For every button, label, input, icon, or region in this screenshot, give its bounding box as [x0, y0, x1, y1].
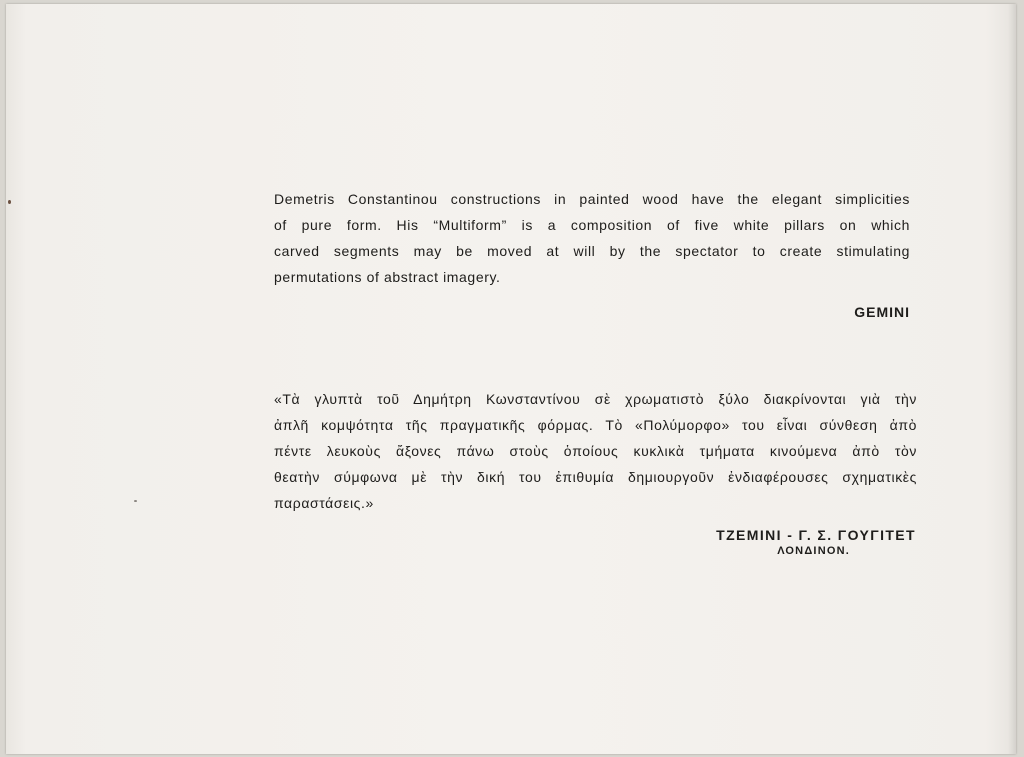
- greek-line-5: παραστάσεις.»: [274, 495, 374, 511]
- greek-paragraph: [274, 386, 917, 516]
- document-page: [6, 4, 1016, 754]
- greek-line-3: πέντε λευκοὺς ἄξονες πάνω στοὺς ὁποίους κυκλικὰ τμήματα κινούμενα ἀπὸ τὸν: [274, 443, 917, 459]
- english-line-1: Demetris Constantinou constructions in painted wood have the elegant simplicities: [274, 191, 910, 207]
- greek-signature-place: ΛΟΝΔΙΝΟΝ.: [777, 545, 850, 557]
- greek-signature: ΤΖΕΜΙΝΙ - Γ. Σ. ΓΟΥΓΙΤΕΤ: [716, 527, 916, 543]
- english-line-4: permutations of abstract imagery.: [274, 269, 501, 285]
- paper-speck: [134, 500, 137, 502]
- page-edge-shadow: [1008, 4, 1016, 754]
- english-line-2: of pure form. His “Multiform” is a composition of five white pillars on which: [274, 217, 910, 233]
- greek-line-4: θεατὴν σύμφωνα μὲ τὴν δική του ἐπιθυμία δημιουργοῦν ἐνδιαφέρουσες σχηματικὲς: [274, 469, 917, 485]
- paper-speck: [8, 200, 11, 204]
- english-signature: GEMINI: [854, 304, 910, 320]
- greek-line-1: «Tὰ γλυπτὰ τοῦ Δημήτρη Κωνσταντίνου σὲ χρωματιστὸ ξύλο διακρίνονται γιὰ τὴν: [274, 391, 917, 407]
- english-paragraph: [274, 186, 910, 290]
- greek-line-2: ἀπλῆ κομψότητα τῆς πραγματικῆς φόρμας. Τὸ «Πολύμορφο» του εἶναι σύνθεση ἀπὸ: [274, 417, 917, 433]
- english-line-3: carved segments may be moved at will by the spectator to create stimulating: [274, 243, 910, 259]
